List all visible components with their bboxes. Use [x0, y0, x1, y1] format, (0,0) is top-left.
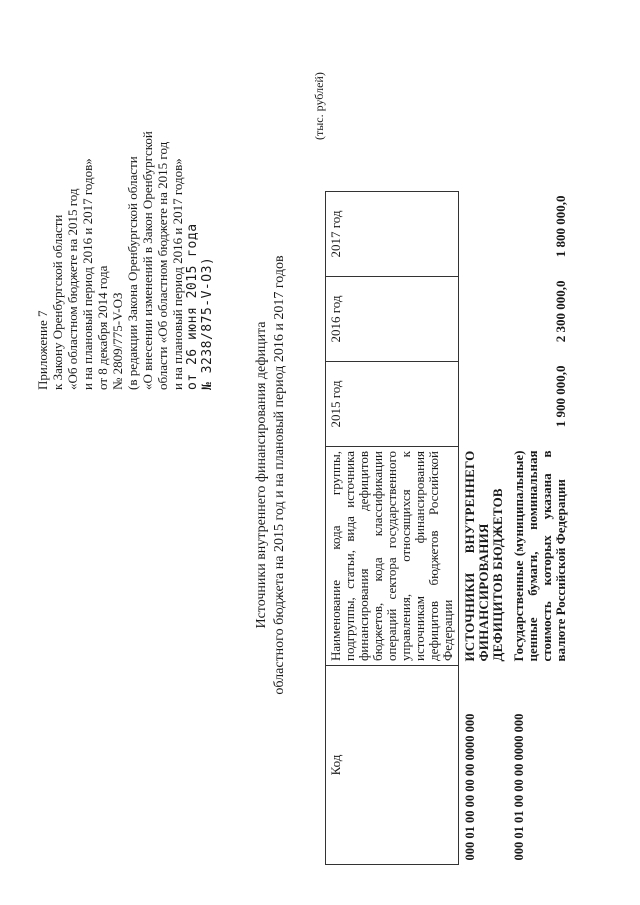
- row-value-2017: 1 800 000,0: [553, 195, 568, 258]
- header-line: области «Об областном бюджете на 2015 год: [155, 141, 170, 390]
- header-line: № 2809/775-V-ОЗ: [110, 292, 125, 390]
- financing-sources-table: [325, 191, 571, 865]
- row-name: Государственные (муниципальные) ценные бумаги, номинальная стоимость которых указана в валюте Российской Федерации: [511, 450, 568, 662]
- table-row: [459, 192, 509, 865]
- row-value-2015: [459, 362, 509, 447]
- document-title-line-1: Источники внутреннего финансирования дефицита: [254, 321, 269, 629]
- row-value-2017: [459, 192, 509, 277]
- row-name: ИСТОЧНИКИ ВНУТРЕННЕГО ФИНАНСИРОВАНИЯ ДЕФИЦИТОВ БЮДЖЕТОВ: [462, 450, 505, 662]
- header-line: (в редакции Закона Оренбургской области: [125, 156, 140, 390]
- row-value-2016: 2 300 000,0: [553, 280, 568, 343]
- header-line: и на плановый период 2016 и 2017 годов»: [80, 158, 95, 390]
- header-line: и на плановый период 2016 и 2017 годов»: [170, 158, 185, 390]
- column-header-2016: 2016 год: [326, 277, 459, 362]
- column-header-2017: 2017 год: [326, 192, 459, 277]
- header-line: «О внесении изменений в Закон Оренбургской: [140, 131, 155, 390]
- header-line: Приложение 7: [35, 310, 50, 390]
- appendix-header: [35, 30, 215, 390]
- amendment-date: от 26 июня 2015 года: [185, 223, 200, 390]
- table-header-row: [326, 192, 459, 865]
- header-line: к Закону Оренбургской области: [50, 214, 65, 390]
- table-row: [508, 192, 571, 865]
- header-line: от 8 декабря 2014 года: [95, 265, 110, 390]
- row-code: 000 01 01 00 00 00 0000 000: [512, 713, 526, 861]
- header-line: «Об областном бюджете на 2015 год: [65, 188, 80, 390]
- row-value-2016: [459, 277, 509, 362]
- units-label: (тыс. рублей): [312, 72, 326, 140]
- document-title-line-2: областного бюджета на 2015 год и на плановый период 2016 и 2017 годов: [272, 255, 287, 695]
- row-code: 000 01 00 00 00 00 0000 000: [463, 713, 477, 861]
- column-header-code: Код: [326, 666, 459, 865]
- amendment-number: № 3238/875-V-ОЗ): [200, 256, 215, 390]
- column-header-2015: 2015 год: [326, 362, 459, 447]
- column-header-name: Наименование кода группы, подгруппы, статьи, вида источника финансирования дефицитов бюджетов, кода классификации операций сектора государственного управления, относящихся к источникам финансирования дефицитов бюджетов Российской Федерации: [326, 447, 459, 666]
- row-value-2015: 1 900 000,0: [553, 365, 568, 428]
